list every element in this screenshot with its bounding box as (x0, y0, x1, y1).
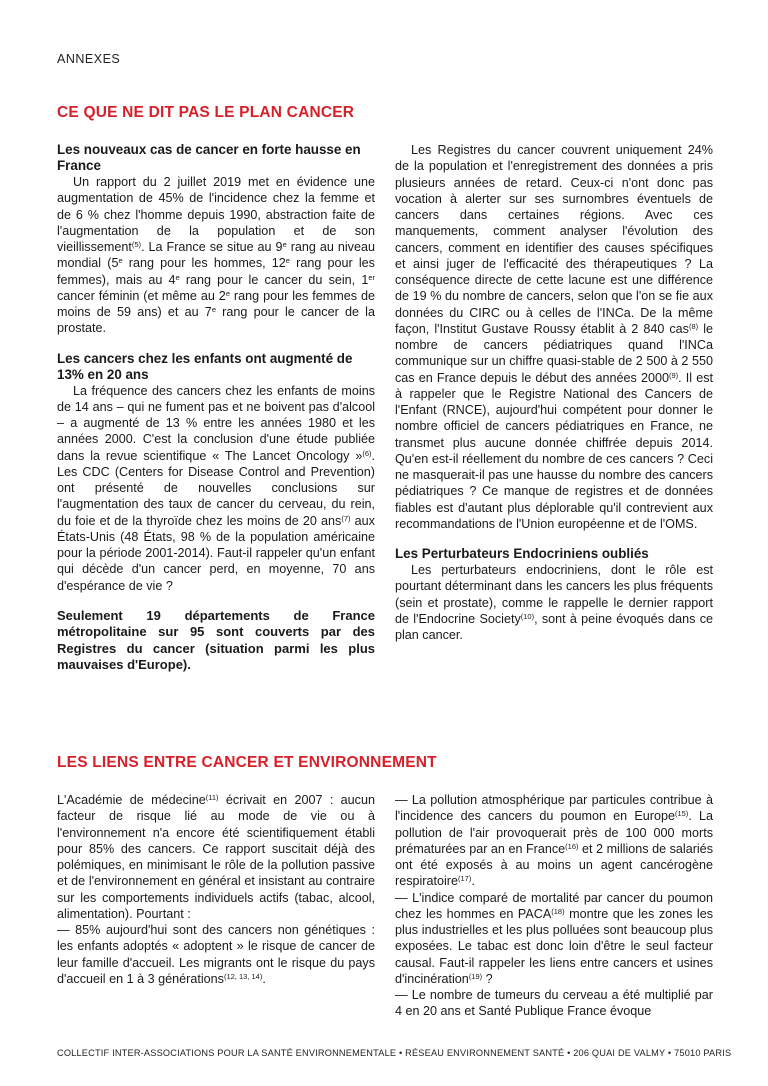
paragraph-mortalite-paca: — L'indice comparé de mortalité par cancer du poumon chez les hommes en PACA$^{(18)}$ montre que les zones les plus industrielles et les plus polluées sont beaucoup plus exposées. Le tabac est donc loin d'être le seul facteur causal. Faut-il rappeler les liens entre cancers et usines d'incinération$^{(19)}$ ? (395, 890, 713, 986)
paragraph-cancers-enfants: La fréquence des cancers chez les enfants de moins de 14 ans – qui ne fument pas et ne boivent pas d'alcool – a augmenté de 13 % entre les années 1980 et les années 2000. C'est la conclusion d'une étude publiée dans la revue scientifique « The Lancet Oncology »$^{(6)}$. Les CDC (Centers for Disease Control and Prevention) ont présenté de nouvelles conclusions sur l'augmentation des taux de cancer du cerveau, du rein, du foie et de la thyroïde chez les moins de 20 ans$^{(7)}$ aux États-Unis (48 États, 98 % de la population américaine pour la période 2001-2014). Faut-il rappeler qu'un enfant qui décède d'un cancer perd, en moyenne, 70 ans d'espérance de vie ? (57, 383, 375, 593)
page-footer: COLLECTIF INTER-ASSOCIATIONS POUR LA SANTÉ ENVIRONNEMENTALE • RÉSEAU ENVIRONNEMENT SANTÉ • 206 QUAI DE VALMY • 75010 PARIS (57, 1048, 732, 1058)
section2-left-column (57, 792, 375, 987)
paragraph-nouveaux-cas: Un rapport du 2 juillet 2019 met en évidence une augmentation de 45% de l'incidence chez la femme et de 6 % chez l'homme depuis 1990, abstraction faite de l'augmentation de la population et de son vieillissement$^{(5)}$. La France se situe au 9e rang au niveau mondial (5e rang pour les hommes, 12e rang pour les femmes), mais au 4e rang pour le cancer du sein, 1er cancer féminin (et même au 2e rang pour les femmes de moins de 59 ans) et au 7e rang pour le cancer de la prostate. (57, 175, 375, 336)
section2-right-column (395, 792, 713, 1020)
section-title-liens-environnement: LES LIENS ENTRE CANCER ET ENVIRONNEMENT (57, 754, 437, 771)
section-title-plan-cancer: CE QUE NE DIT PAS LE PLAN CANCER (57, 104, 355, 121)
heading-nouveaux-cas: Les nouveaux cas de cancer en forte hausse en France (57, 142, 361, 173)
paragraph-cancers-non-genetiques: — 85% aujourd'hui sont des cancers non génétiques : les enfants adoptés « adoptent » le risque de cancer de leur famille d'accueil. Les migrants ont le risque du pays d'accueil en 1 à 3 générations$^{(12, 13, 14)}$. (57, 923, 375, 986)
section1-right-column (395, 142, 713, 643)
paragraph-academie-medecine: L'Académie de médecine$^{(11)}$ écrivait en 2007 : aucun facteur de risque lié au mode de vie ou à l'environnement n'a encore été scientifiquement établi pour 85% des cancers. Ce rapport suscitait déjà des polémiques, en minimisant le rôle de la pollution passive et de l'environnement en général et insistant au contraire sur les comportements individuels actifs (tabac, alcool, alimentation). Pourtant : (57, 793, 375, 921)
section1-left-column (57, 142, 375, 674)
paragraph-pollution-atmospherique: — La pollution atmosphérique par particules contribue à l'incidence des cancers du poumon en Europe$^{(15)}$. La pollution de l'air provoquerait près de 100 000 morts prématurées par an en France$^{(16)}$ et 2 millions de salariés ont été exposés à au moins un agent cancérogène respiratoire$^{(17)}$. (395, 793, 713, 889)
paragraph-tumeurs-cerveau: — Le nombre de tumeurs du cerveau a été multiplié par 4 en 20 ans et Santé Publique France évoque (395, 988, 713, 1019)
heading-perturbateurs: Les Perturbateurs Endocriniens oubliés (395, 546, 649, 561)
running-header: ANNEXES (57, 52, 121, 66)
paragraph-perturbateurs: Les perturbateurs endocriniens, dont le rôle est pourtant déterminant dans les cancers les plus fréquents (sein et prostate), comme le rappelle le dernier rapport de l'Endocrine Society$^{(10)}$, sont à peine évoqués dans ce plan cancer. (395, 563, 714, 642)
paragraph-registres-bold: Seulement 19 départements de France métropolitaine sur 95 sont couverts par des Registres du cancer (situation parmi les plus mauvaises d'Europe). (57, 607, 375, 673)
heading-cancers-enfants: Les cancers chez les enfants ont augmenté de 13% en 20 ans (57, 350, 353, 382)
paragraph-registres-cancer: Les Registres du cancer couvrent uniquement 24% de la population et l'enregistrement des données a pris plusieurs années de retard. Ceux-ci n'ont donc pas vocation à alerter sur ses surnombres éventuels de cancers dans certaines régions. Avec ces manquements, comment analyser l'évolution des cancers, comment en identifier des causes spécifiques et ainsi juger de l'efficacité des thérapeutiques ? La conséquence directe de cette lacune est une différence de 19 % du nombre de cancers, selon que l'on se fie aux données du CIRC ou à celles de l'INCa. De la même façon, l'Institut Gustave Roussy établit à 2 840 cas$^{(8)}$ le nombre de cancers pédiatriques quand l'INCa communique sur un chiffre quasi-stable de 2 500 à 2 550 cas en France depuis le début des années 2000$^{(9)}$. Il est à rappeler que le Registre National des Cancers de l'Enfant (RNCE), aujourd'hui compétent pour donner le nombre officiel de cancers pédiatriques en France, ne transmet plus aucune donnée chiffrée depuis 2014. Qu'en est-il réellement du nombre de ces cancers ? Ceci ne masquerait-il pas une hausse du nombre des cancers pédiatriques ? Ce manque de registres et de données fiables est d'autant plus déplorable qu'il contrevient aux recommandations de l'Union européenne et de l'OMS. (395, 143, 714, 531)
